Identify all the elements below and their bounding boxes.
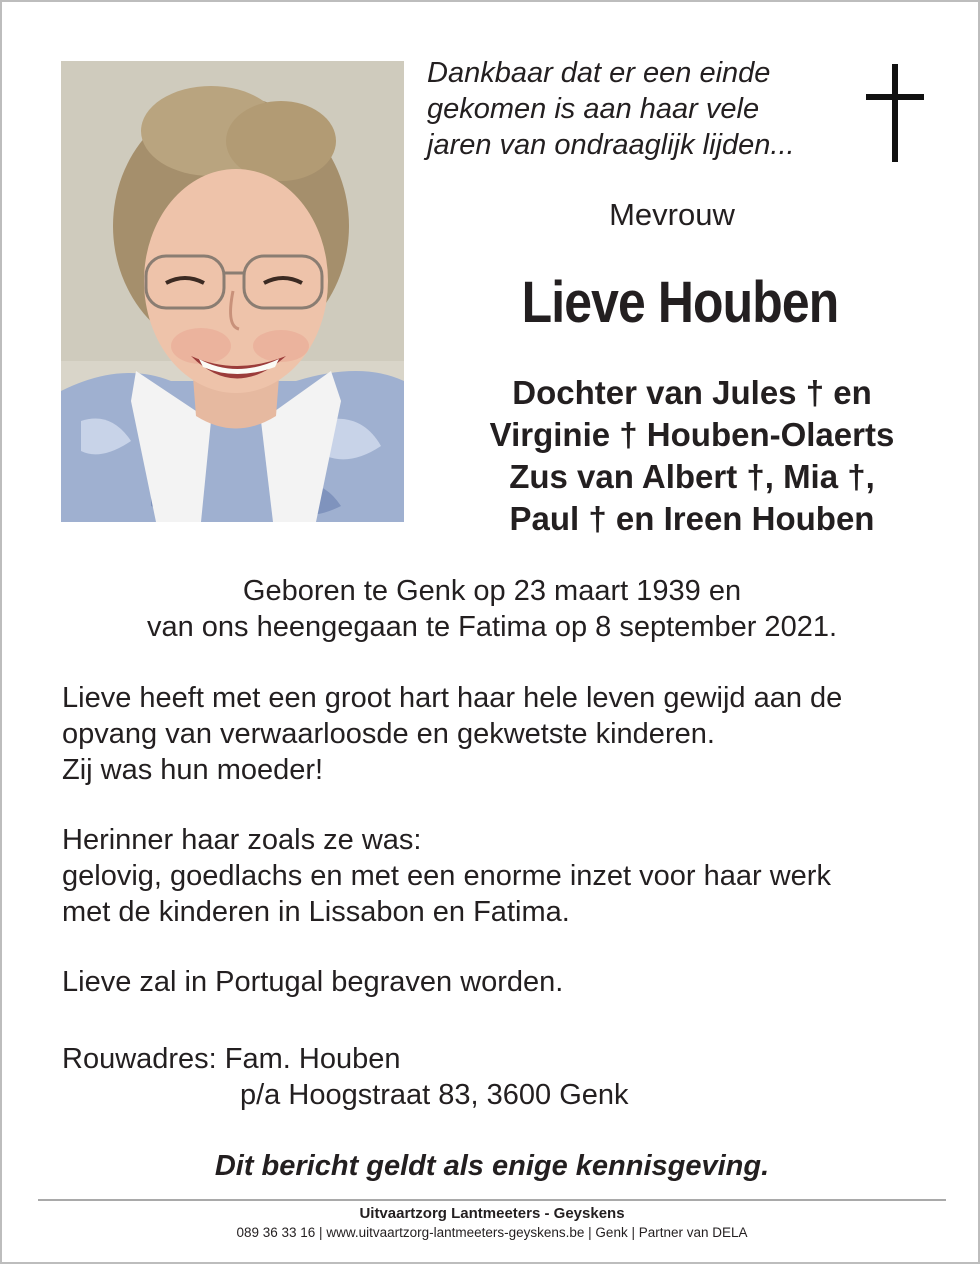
family-line: Dochter van Jules † en xyxy=(512,374,872,411)
address-line: Rouwadres: Fam. Houben xyxy=(62,1043,401,1075)
family-line: Zus van Albert †, Mia †, xyxy=(509,458,875,495)
notice-statement: Dit bericht geldt als enige kennisgeving. xyxy=(214,1150,770,1182)
address-line: p/a Hoogstraat 83, 3600 Genk xyxy=(240,1079,629,1111)
paragraph-line: Lieve heeft met een groot hart haar hele leven gewijd aan de xyxy=(62,682,843,714)
tribute-paragraph xyxy=(62,680,942,788)
paragraph-line: gelovig, goedlachs en met een enorme inzet voor haar werk xyxy=(62,860,831,892)
family-line: Virginie † Houben-Olaerts xyxy=(489,416,895,453)
motto-quote xyxy=(427,55,847,163)
birth-death-dates xyxy=(42,573,942,645)
burial-paragraph xyxy=(62,964,942,1000)
portrait-illustration xyxy=(61,61,404,522)
dates-line: Geboren te Genk op 23 maart 1939 en xyxy=(242,575,742,607)
footer-divider xyxy=(38,1199,946,1201)
portrait-photo xyxy=(61,61,404,522)
remembrance-paragraph xyxy=(62,822,942,930)
funeral-company-contact: 089 36 33 16 | www.uitvaartzorg-lantmeeters-geyskens.be | Genk | Partner van DELA xyxy=(236,1225,748,1240)
motto-line: gekomen is aan haar vele xyxy=(427,93,760,125)
dates-line: van ons heengegaan te Fatima op 8 september 2021. xyxy=(146,611,838,643)
family-relations xyxy=(432,372,952,540)
paragraph-line: Herinner haar zoals ze was: xyxy=(62,824,422,856)
paragraph-line: opvang van verwaarloosde en gekwetste kinderen. xyxy=(62,718,715,750)
paragraph-line: Zij was hun moeder! xyxy=(62,754,324,786)
motto-line: Dankbaar dat er een einde xyxy=(427,57,771,89)
cross-icon xyxy=(866,64,924,162)
salutation: Mevrouw xyxy=(609,197,735,232)
family-line: Paul † en Ireen Houben xyxy=(509,500,875,537)
deceased-name: Lieve Houben xyxy=(521,270,839,335)
paragraph-line: Lieve zal in Portugal begraven worden. xyxy=(62,966,564,998)
paragraph-line: met de kinderen in Lissabon en Fatima. xyxy=(62,896,570,928)
mourning-address xyxy=(62,1041,942,1113)
motto-line: jaren van ondraaglijk lijden... xyxy=(427,129,795,161)
funeral-company-name: Uitvaartzorg Lantmeeters - Geyskens xyxy=(359,1205,625,1222)
